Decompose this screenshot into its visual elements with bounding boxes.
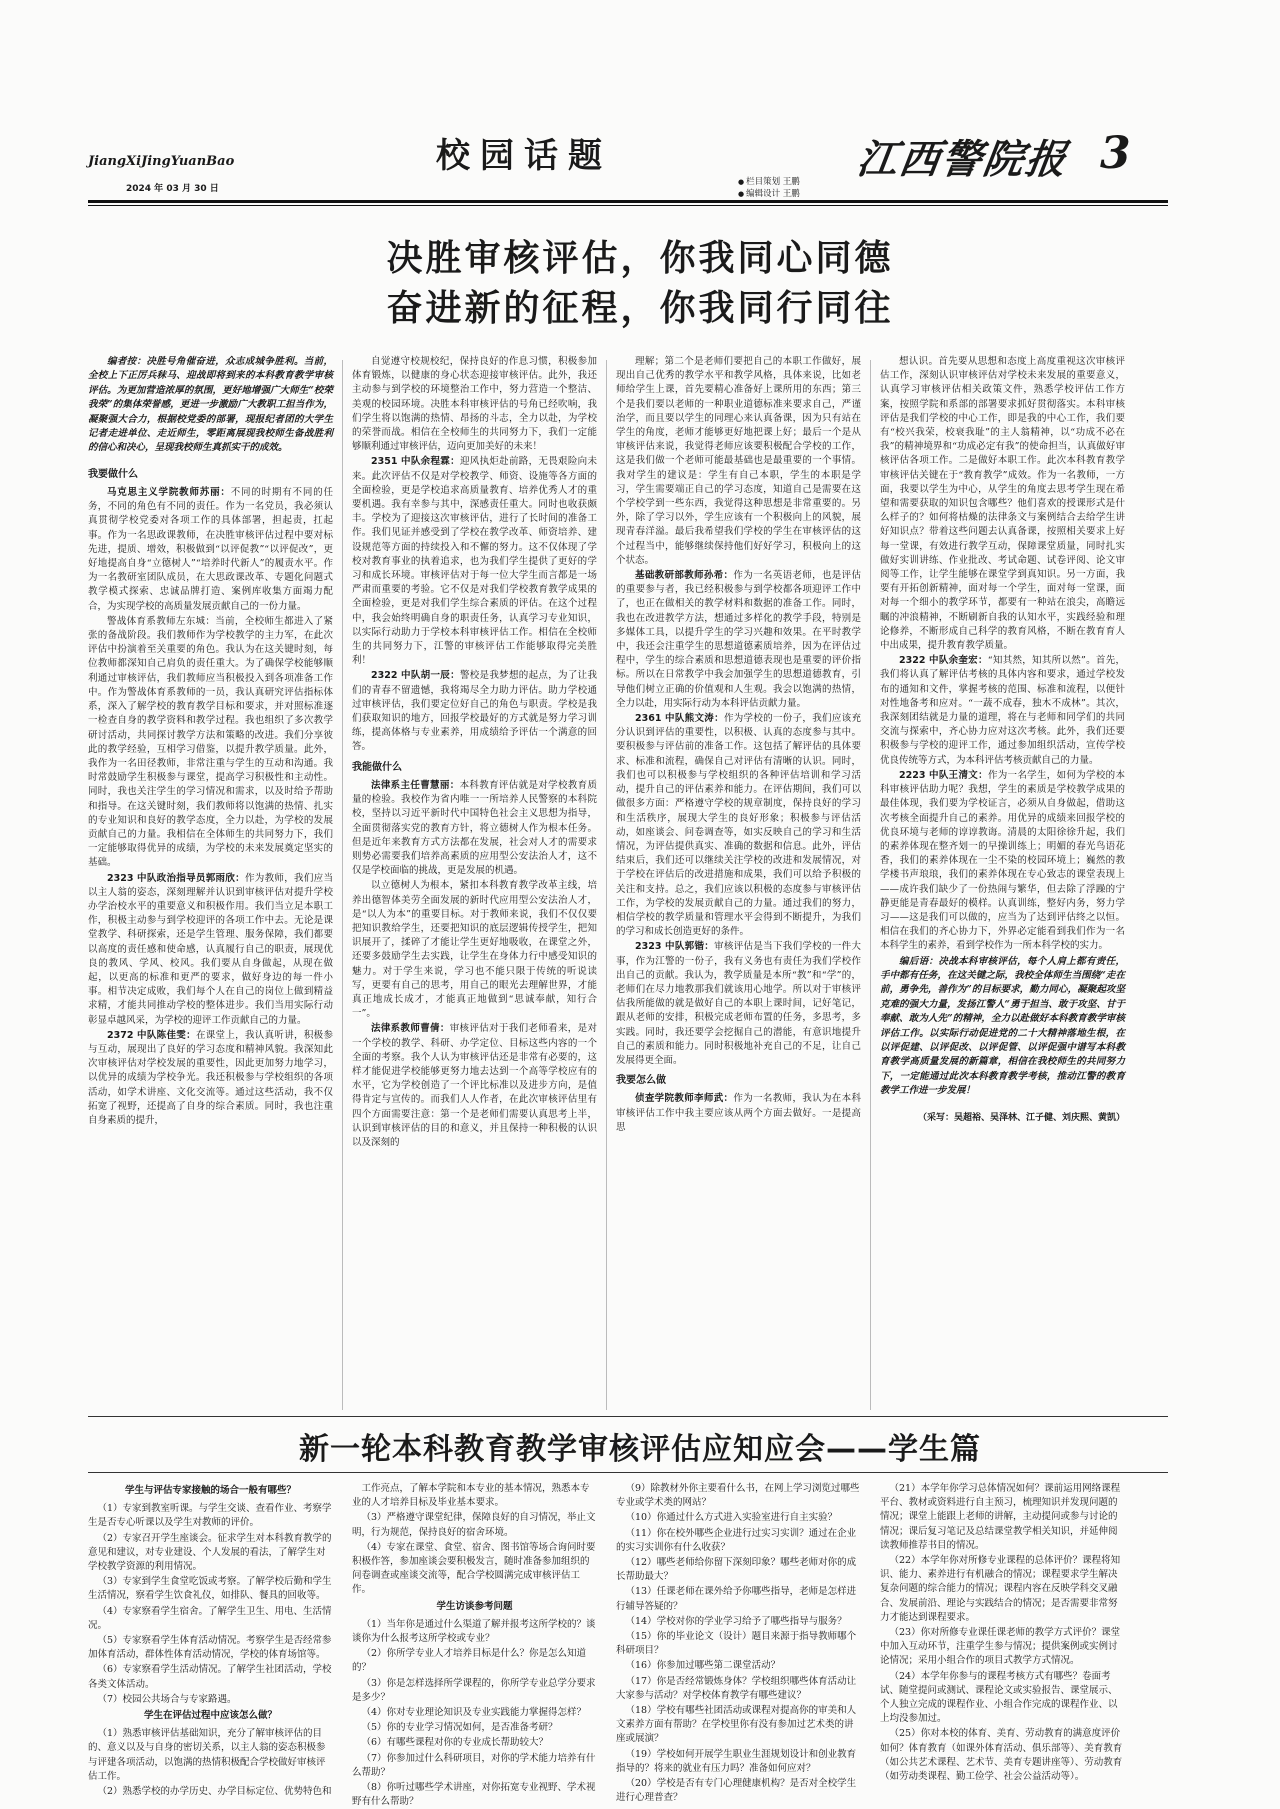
qa-column-2 — [352, 1482, 597, 1808]
masthead — [88, 126, 1168, 206]
article-column-2 — [352, 355, 597, 1410]
qa-item: （7）校园公共场合与专家路遇。 — [97, 1693, 237, 1705]
qa-item: （9）除教材外你主要看什么书，在网上学习浏览过哪些专业或学术类的网站？ — [616, 1483, 860, 1509]
qa-item: （3）专家到学生食堂吃饭或考察。了解学校后勤和学生生活情况，察看学生饮食礼仪，如排队、餐具的回收等。 — [88, 1576, 332, 1602]
qa-item: （2）熟悉学校的办学历史、办学目标定位、优势特色和 — [97, 1786, 332, 1798]
article-paragraph — [88, 486, 333, 614]
paragraph-text: 作为一名学生，如何为学校的本科审核评估助力呢？我想，学生的素质是学校教学成果的最佳体现，我们要为学校证言，必须从自身做起，借助这次考核全面提升自己的素养。用优异的成绩来回报学校的优良环境与老师的谆谆教诲。清晨的太阳徐徐升起，我们的素养体现在整齐划一的早操训练上；明媚的春光鸟语花香，我们的素养体现在一尘不染的校园环境上；巍然的教学楼书声琅琅，我们的素养体现在专心致志的课堂表现上——成许我们缺少了一份热闹与繁华，但去除了浮躁的宁静更能是青春最好的模样。认真训练，整好内务，努力学习——这是我们可以做的，应当为了达到评估终之以恒。相信在我们的齐心协力下，外界必定能看到我们作为一名本科学生的素养，看到学校作为一所本科学校的实力。 — [880, 769, 1125, 952]
column-divider — [606, 360, 607, 1410]
paper-name-pinyin: JiangXiJingYuanBao — [88, 154, 235, 169]
speaker-name: 2322 中队余奎宏： — [899, 655, 988, 667]
paragraph-text: 迎风执炬赴前路，无畏艰险向未来。此次评估不仅是对学校教学、师资、设施等各方面的全面检验，更是学校追求高质量教育、培养优秀人才的重要机遇。我有幸参与其中，深感责任重大。同时也收获颇丰。学校为了迎接这次审核评估，进行了长时间的准备工作。我们见证并感受到了学校在教学改革、师资培养、建设规范等方面的持续投入和不懈的努力。这不仅体现了学校对教育事业的执着追求，也为我们学生提供了更好的学习和成长环境。审核评估对于每一位大学生而言都是一场严肃而重要的考验。它不仅是对我们学校教育教学成果的全面检验，更是对我们学生综合素质的评估。在这个过程中，我会始终明确自身的职责任务，认真学习专业知识，以实际行动助力于学校本科审核评估工作。相信在全校师生的共同努力下，江警的审核评估工作能够取得完美胜利！ — [352, 456, 597, 667]
speaker-name: 法律系教师曹倩： — [371, 1023, 450, 1035]
qa-item: （10）你通过什么方式进入实验室进行自主实验？ — [625, 1512, 838, 1524]
speaker-name: 2323 中队郭锴： — [635, 941, 715, 953]
speaker-name: 基础教研部教师孙希： — [635, 570, 734, 582]
qa-item: （12）哪些老师给你留下深刻印象？哪些老师对你的成长帮助最大？ — [616, 1557, 857, 1583]
qa-item: （22）本学年你对所修专业课程的总体评价？课程将知识、能力、素养进行有机融合的情况；课程要求学生解决复杂问题的综合能力的情况；课程内容在反映学科交叉融合、发展前沿、理论与实践结合的情况；是否需要非常努力才能达到课程要求。 — [880, 1555, 1121, 1623]
qa-column-3 — [616, 1482, 861, 1804]
article-column-3 — [616, 355, 861, 1410]
speaker-name: 2322 中队胡一辰： — [371, 670, 460, 682]
paragraph-text: “知其然，知其所以然”。首先，我们将认真了解评估考核的具体内容和要求，通过学校发布的通知和文件，掌握考核的范围、标准和流程，以便针对性地备考和应对。“一蔬不成春，独木不成林”。其次，我深刻团结就是力量的道理，将在与老师和同学们的共同交流与探索中，齐心协力应对这次考核。此外，我们还要积极参与学校的迎评工作，通过参加组织活动，宣传学校优良传统等方式，为本科评估考核贡献自己的力量。 — [880, 655, 1126, 766]
main-headline — [230, 234, 1050, 334]
qa-item: （15）你的毕业论文（设计）题目来源于指导教师哪个科研项目？ — [616, 1631, 857, 1657]
qa-item: 工作亮点，了解本学院和本专业的基本情况，熟悉本专业的人才培养目标及毕业基本要求。 — [352, 1483, 590, 1509]
issue-date: 2024 年 03 月 30 日 — [126, 184, 219, 194]
paragraph-text: 不同的时期有不同的任务，不同的角色有不同的责任。作为一名党员，我必须认真贯彻学校党委对各项工作的具体部署，担起责，扛起事。作为一名思政课教师，在决胜审核评估过程中要对标先进，提质、增效，积极做到“以评促教”“以评促改”，更好地提高自身“立德树人”“培养时代新人”的履责水平。作为一名教研室团队成员，在大思政课改革、专题化问题式教学模式探索、忠诚品牌打造、案例库收集方面竭力配合，为实现学校的高质量发展贡献自己的一份力量。 — [88, 487, 333, 612]
qa-item: （20）学校是否有专门心理健康机构？是否对全校学生进行心理普查？ — [616, 1778, 857, 1804]
speaker-name: 2361 中队熊文涛： — [635, 713, 724, 725]
editor-note: 编者按：决胜号角催奋进，众志成城争胜利。当前，全校上下正厉兵秣马、迎战即将到来的本科教育教学审核评估。为更加营造浓厚的氛围，更好地增强广大师生“校荣我荣”的集体荣誉感，更进一步激励广大教职工担当作为，凝聚强大合力，根据校党委的部署，现报纪者团的大学生记者走进单位、走近师生，零距离展现我校师生备战胜利的信心和决心，呈现我校师生真抓实干的成效。 — [88, 356, 333, 454]
paragraph-text: 警战体育系教师左东城：当前，全校师生都进入了紧张的备战阶段。我们教师作为学校教学的主力军，在此次评估中扮演着至关重要的角色。我认为在这关键时刻，每位教师都深知自己肩负的责任重大。为了确保学校能够顺利通过审核评估，我们教师应当积极投入到各项准备工作中。作为警战体育系教师的一员，我认真研究评估指标体系，深入了解学校的教育教学目标和要求，并对照标准逐一检查自身的教学资料和教学过程。我也组织了多次教学研讨活动，共同探讨教学方法和策略的改进。我们分享彼此的教学经验，互相学习借鉴，以提升教学质量。此外，我作为一名田径教师，非常注重与学生的互动和沟通。我时常鼓励学生积极参与课堂，提高学习积极性和主动性。同时，我也关注学生的学习情况和需求，以及时给予帮助和指导。在这关键时刻，我们教师将以饱满的热情、扎实的专业知识和良好的教学态度，全力以赴，为学校的发展贡献自己的力量。我相信在全体师生的共同努力下，我们一定能够取得优异的成绩，为学校的未来发展奠定坚实的基础。 — [88, 615, 333, 869]
paragraph-text: 作为一名英语老师，也是评估的重要参与者，我已经积极参与到学校都各项迎评工作中了，也正在做相关的教学材料和数据的准备工作。同时，我也在改进教学方法，想通过多样化的教学手段，特别是多媒体工具，以提升学生的学习兴趣和效果。在平时教学中，我还会注重学生的思想道德素质培养，因为在评估过程中，学生的综合素质和思想道德表现也是重要的评价指标。所以在日常教学中我会加强学生的思想道德教育，引导他们树立正确的价值观和人生观。我会以饱满的热情，全力以赴，用实际行动为本科评估贡献力量。 — [616, 570, 861, 709]
qa-item: （23）你对所修专业课任课老师的教学方式评价？课堂中加入互动环节，注重学生参与情况；提供案例或实例讨论情况；采用小组合作的项目式教学方式情况。 — [880, 1627, 1121, 1667]
qa-item: （17）你是否经常锻炼身体？学校组织哪些体育活动让大家参与活动？对学校体育教学有哪些建议？ — [616, 1675, 857, 1701]
section-heading: 我要怎么做 — [616, 1075, 666, 1087]
masthead-rule — [88, 200, 1168, 203]
article-paragraph — [88, 1029, 333, 1128]
masthead-rule-thin — [88, 205, 1168, 206]
qa-item: （7）你参加过什么科研项目，对你的学术能力培养有什么帮助？ — [352, 1752, 596, 1778]
headline-line-1: 决胜审核评估，你我同心同德 — [386, 238, 894, 279]
paragraph-text: 理解；第二个是老师们要把自己的本职工作做好，展现出自己优秀的教学水平和教学风格，具体来说，比如老师给学生上课，首先要精心准备好上课所用的东西；第三个是我们要以老师的一种职业道德标准来要求自己，严谨治学，而且要以学生的同理心来认真备课，因为只有站在学生的角度，老师才能够更好地把课上好；最后一个是从审核评估来说，我觉得老师应该要积极配合学校的工作，这是我们做一个老师可能最基础也是最重要的一个事情。我对学生的建议是：学生有自己本职，学生的本职是学习，学生需要端正自己的学习态度，知道自己是需要在这个学校学到一些东西，我觉得这种思想是非常重要的。另外，除了学习以外，学生应该有一个积极向上的风貌，展现青春洋溢。最后我希望我们学校的学生在审核评估的这个过程当中，能够继续保持他们好好学习，积极向上的这个状态。 — [616, 356, 861, 566]
qa-item: （4）专家在课堂、食堂、宿舍、图书馆等场合询问时要积极作答，参加座谈会要积极发言，随时准备参加组织的问卷调查或座谈交流等，配合学校圆满完成审核评估工作。 — [352, 1541, 596, 1596]
paragraph-text: 以立德树人为根本，紧扣本科教育教学改革主线，培养出德智体美劳全面发展的新时代应用型公安法治人才，是“以人为本”的重要目标。对于教师来说，我们不仅仅要把知识教给学生，还要把知识的底层逻辑传授学生，把知识展开了，揉碎了才能让学生更好地吸收，在课堂之外，还要多鼓励学生去实践，让学生在身体力行中感受知识的魅力。对于学生来说，学习也不能只限于传统的听说读写，更要有自己的思考，用自己的眼光去理解世界，才能真正地成长成才，才能真正地做到“思诚奉献，知行合一”。 — [352, 880, 597, 1020]
article-paragraph — [352, 1022, 597, 1150]
qa-heading: 学生在评估过程中应该怎么做？ — [143, 1710, 277, 1722]
qa-item: （1）专家到教室听课。与学生交谈、查看作业、考察学生是否专心听课以及学生对教师的评价。 — [88, 1503, 332, 1529]
qa-item: （1）熟悉审核评估基础知识，充分了解审核评估的目的、意义以及与自身的密切关系，以主人翁的姿态积极参与评建各项活动，以饱满的热情积极配合学校做好审核评估工作。 — [88, 1728, 326, 1782]
paragraph-text: 自觉遵守校规校纪，保持良好的作息习惯，积极参加体育锻炼，以健康的身心状态迎接审核评估。此外，我还主动参与到学校的环境整治工作中，努力营造一个整洁、美观的校园环境。决胜本科审核评估的号角已经吹响，我们学生将以饱满的热情、昂扬的斗志，全力以赴，为学校的荣誉而战。相信在全校师生的共同努力下，我们一定能够顺利通过审核评估，迈向更加美好的未来！ — [352, 356, 597, 453]
article-paragraph — [88, 872, 333, 1028]
credit-planning: ● 栏目策划 王鹏 — [738, 176, 800, 188]
section-heading: 我能做什么 — [352, 761, 402, 773]
article-paragraph — [352, 879, 597, 1021]
paragraph-text: 审核评估是当下我们学校的一件大事，作为江警的一份子，我有义务也有责任为我们学校作出自己的贡献。我认为，教学质量是本所“教”和“学”的，老师们在尽力地教那我们就该用心地学。所以对于审核评估我所能做的就是做好自己的本职上课时间，记好笔记，跟从老师的安排，积极完成老师布置的任务，多思考，多实践。同时，我还要学会挖掘自己的潜能，有意识地提升自己的素质和能力。同时积极地补充自己的不足，让自己发展得更全面。 — [616, 941, 861, 1066]
qa-item: （8）你听过哪些学术讲座，对你拓宽专业视野、学术视野有什么帮助？ — [352, 1782, 596, 1808]
paragraph-text: 作为学校的一份子，我们应该充分认识到评估的重要性，以积极、认真的态度参与其中。要积极参与评估前的准备工作。这包括了解评估的具体要求、标准和流程，确保自己对评估有清晰的认识。同时，我们也可以积极参与学校组织的各种评估培训和学习活动，提升自己的评估素养和能力。在评估期间，我们可以做很多方面：严格遵守学校的规章制度，保持良好的学习和生活秩序，展现大学生的良好形象；积极参与评估活动，如座谈会、问卷调查等，如实反映自己的学习和生活情况，为评估提供真实、准确的数据和信息。此外，评估结束后，我们还可以继续关注学校的改进和发展情况，对于学校在评估后的改进措施和成果，我们可以给予积极的关注和支持。总之，我们应该以积极的态度参与审核评估工作，为学校的发展贡献自己的力量。通过我们的努力，相信学校的教学质量和管理水平会得到不断提升，为我们的学习和成长创造更好的条件。 — [616, 713, 861, 938]
speaker-name: 2323 中队政治指导员郭雨欣： — [107, 872, 245, 884]
paragraph-text: 作为一名教师，我认为在本科审核评估工作中我主要应该从两个方面去做好。一是提高思 — [616, 1093, 861, 1133]
speaker-name: 2223 中队王清文： — [899, 769, 988, 781]
qa-item: （14）学校对你的学业学习给予了哪些指导与服务？ — [625, 1615, 847, 1627]
qa-item: （24）本学年你参与的课程考核方式有哪些？卷面考试、随堂提问或测试、课程论文或实验报告、课堂展示、个人独立完成的课程作业、小组合作完成的课程作业、以上均没参加过。 — [880, 1670, 1118, 1725]
headline-line-2: 奋进新的征程，你我同行同往 — [386, 288, 894, 329]
qa-item: （2）你所学专业人才培养目标是什么？你是怎么知道的？ — [352, 1648, 587, 1674]
qa-item: （6）专家察看学生活动情况。了解学生社团活动，学校各类文体活动。 — [88, 1664, 332, 1690]
paragraph-text: 本科教育评估就是对学校教育质量的检验。我校作为省内唯一一所培养人民警察的本科院校，坚持以习近平新时代中国特色社会主义思想为指导，全面贯彻落实党的教育方针，将立德树人作为根本任务。但是近年来教育方式方法都在发展，社会对人才的需要求则势必需要我们培养高素质的应用型公安法治人才，这不仅是学校面临的挑战，更是发展的机遇。 — [352, 779, 597, 877]
qa-heading: 学生访谈参考问题 — [436, 1600, 513, 1612]
qa-item: （16）你参加过哪些第二课堂活动？ — [625, 1660, 781, 1672]
article-paragraph — [352, 669, 597, 754]
qa-item: （5）专家察看学生体育活动情况。考察学生是否经常参加体育活动，群体性体育活动情况，学校的体育场馆等。 — [88, 1635, 332, 1661]
article-paragraph — [880, 769, 1125, 954]
qa-item: （5）你的专业学习情况如何，是否准备考研？ — [361, 1722, 558, 1734]
paragraph-text: 警校是我梦想的起点，为了让我们的青春不留遗憾，我将竭尽全力助力评估。助力学校通过审核评估，我们要定位好自己的角色与职责。学校是我们获取知识的地方，回报学校最好的方式就是努力学习训练，提高体格与专业素养，用成绩给予评估一个满意的回答。 — [352, 670, 597, 753]
qa-item: （19）学校如何开展学生职业生涯规划设计和创业教育指导的？将来的就业有压力吗？准备如何应对？ — [616, 1748, 857, 1774]
editor-credits — [738, 176, 800, 200]
editor-note: 编后语：决战本科审核评估，每个人肩上都有责任，手中都有任务，在这关键之际，我校全体师生当围绕“走在前，勇争先，善作为”的目标要求，勤力同心，凝聚起攻坚克难的强大力量，发扬江警人“勇于担当、敢于攻坚、甘于奉献、敢为人先”的精神，全力以赴做好本科教育教学审核评估工作。以实际行动促进党的二十大精神落地生根，在以评促建、以评促改、以评促管、以评促强中谱写本科教育教学高质量发展的新篇章，相信在我校师生的共同努力下，一定能通过此次本科教育教学考核，推动江警的教育教学工作进一步发展！ — [880, 955, 1125, 1097]
speaker-name: 2372 中队陈佳雯： — [107, 1029, 196, 1041]
section-heading: 我要做什么 — [88, 468, 138, 480]
column-divider — [870, 360, 871, 1410]
article-paragraph — [352, 355, 597, 454]
article-column-4 — [880, 355, 1125, 1410]
qa-item: （3）你是怎样选择所学课程的，你所学专业总学分要求是多少？ — [352, 1677, 596, 1703]
credit-design: ● 编辑设计 王鹏 — [738, 188, 800, 200]
paper-logo: 江西警院报 — [854, 136, 1071, 183]
page-number: 3 — [1100, 128, 1131, 179]
qa-item: （11）你在校外哪些企业进行过实习实训？通过在企业的实习实训你有什么收获？ — [616, 1527, 857, 1553]
article-paragraph — [352, 779, 597, 878]
article-column-1 — [88, 355, 333, 1410]
article-paragraph — [616, 355, 861, 568]
qa-column-1 — [88, 1482, 333, 1798]
second-headline: 新一轮本科教育教学审核评估应知应会——学生篇 — [299, 1432, 981, 1467]
article-paragraph — [616, 569, 861, 711]
speaker-name: 法律系主任曹慧丽： — [371, 779, 460, 791]
speaker-name: 马克思主义学院教师苏丽： — [107, 487, 231, 499]
article-paragraph — [616, 712, 861, 939]
qa-item: （13）任课老师在课外给予你哪些指导，老师是怎样进行辅导答疑的？ — [616, 1586, 857, 1612]
speaker-name: 2351 中队余程霖： — [371, 456, 460, 468]
speaker-name: 侦查学院教师李师武： — [635, 1093, 734, 1105]
article-paragraph — [88, 615, 333, 871]
paragraph-text: 在课堂上，我认真听讲，积极参与互动，展现出了良好的学习态度和精神风貌。我深知此次审核评估对学校发展的重要性，因此更加努力地学习，以优异的成绩为学校争光。我还积极参与学校组织的各项活动，如学术讲座、文化交流等。通过这些活动，我不仅拓宽了视野，还提高了自身的综合素质。同时，我也注重自身素质的提升， — [88, 1029, 333, 1126]
qa-heading: 学生与评估专家接触的场合一般有哪些？ — [124, 1485, 296, 1496]
article-paragraph — [880, 355, 1125, 653]
qa-item: （21）本学年你学习总体情况如何？课前运用网络课程平台、教材或资料进行自主预习，梳理知识并发现问题的情况；课堂上能跟上老师的讲解，主动提问或参与讨论的情况；课后复习笔记及总结课堂教学相关知识，并延伸阅读教师推荐书目的情况。 — [880, 1483, 1121, 1551]
article-paragraph — [616, 1092, 861, 1135]
paragraph-text: 审核评估对于我们老师看来，是对一个学校的教学、科研、办学定位、目标这些内容的一个全面的考察。我个人认为审核评估还是非常有必要的，这样才能促进学校能够更努力地去达到一个高等学校应有的水平，它为学校创造了一个评比标准以及进步方向，是值得肯定与宣传的。而我们人人作者，在此次审核评估里有四个方面需要注意：第一个是老师们需要认真思考上半，认识到审核评估的目的和意义，并且保持一种积极的认识以及深刻的 — [352, 1023, 597, 1148]
section-title: 校园话题 — [436, 136, 612, 176]
section-rule-top — [88, 1416, 1168, 1417]
section-rule-bottom — [88, 1472, 1168, 1473]
qa-item: （25）你对本校的体育、美育、劳动教育的满意度评价如何？体育教育（如课外体育活动、俱乐部等）、美育教育（如公共艺术课程、艺术节、美育专题讲座等）、劳动教育（如劳动类课程、勤工俭学、社会公益活动等）。 — [880, 1728, 1123, 1783]
qa-column-4 — [880, 1482, 1125, 1783]
paragraph-text: 想认识。首先要从思想和态度上高度重视这次审核评估工作，深刻认识审核评估对学校未来发展的重要意义，认真学习审核评估相关政策文件，熟悉学校评估工作方案，按照学院和系部的部署要求抓好贯彻落实。本科审核评估是我们学校的中心工作，即是我的中心工作，我们要有“校兴我荣，校衰我耻”的主人翁精神，以“功成不必在我”的精神境界和“功成必定有我”的使命担当，认真做好审核评估各项工作。二是做好本职工作。此次本科教育教学审核评估关键在于“教育教学”成效。作为一名教师，一方面，我要以学生为中心，从学生的角度去思考学生现在希望和需要获取的知识包含哪些？他们喜欢的授课形式是什么样子的？如何将枯燥的法律条文与案例结合去给学生讲好知识点？带着这些问题去认真备课，按照相关要求上好每一堂课，有效进行教学互动，保障课堂质量，同时扎实做好实训讲练、作业批改、考试命题、试卷评阅、论文审阅等工作，让学生能够在课堂学到真知识。另一方面，我要有开拓创新精神，面对每一个学生，面对每一堂课，面对每一个细小的教学环节，都要有一种站在浪尖，高瞻远瞩的冲浪精神，不断刷新自我的认知水平，实践经验和理论修养，不断形成自己科学的教育风格，不断在教育育人中出成果，提升教育教学质量。 — [880, 356, 1125, 652]
qa-item: （3）严格遵守课堂纪律，保障良好的自习情况，举止文明，行为规范，保持良好的宿舍环境。 — [352, 1512, 596, 1538]
article-paragraph — [616, 940, 861, 1068]
qa-item: （4）你对专业理论知识及专业实践能力掌握得怎样？ — [361, 1707, 587, 1719]
article-paragraph — [352, 455, 597, 668]
paragraph-text: 作为教师，我们应当以主人翁的姿态，深刻理解并认识到审核评估对提升学校办学治校水平的重要意义和积极作用。我们当立足本职工作，积极主动参与到学校迎评的各项工作中去。无论是课堂教学、科研探索，还是学生管理、服务保障，我们都要以高度的责任感和使命感，认真履行自己的职责，展现优良的教风、学风、校风。我们要从自身做起，从现在做起，以更高的标准和更严的要求，做好身边的每一件小事。相节决定成败，我们每个人在自己的岗位上做到精益求精，才能共同推动学校的整体进步。我们当用实际行动彰显卓越风采，为学校的迎评工作贡献自己的力量。 — [88, 872, 333, 1026]
qa-item: （2）专家召开学生座谈会。征求学生对本科教育教学的意见和建议，对专业建设、个人发展的看法，了解学生对学校教学资源的利用情况。 — [88, 1532, 332, 1573]
qa-item: （6）有哪些课程对你的专业成长帮助较大？ — [361, 1737, 549, 1749]
byline: （采写：吴超裕、吴泽林、江子健、刘庆熙、黄凯） — [917, 1112, 1125, 1123]
article-paragraph — [880, 654, 1125, 768]
column-divider — [342, 360, 343, 1410]
qa-item: （1）当年你是通过什么渠道了解并报考这所学校的？谈谈你为什么报考这所学校或专业？ — [352, 1618, 596, 1645]
qa-item: （18）学校有哪些社团活动或课程对提高你的审美和人文素养方面有帮助？在学校里你有没有参加过艺术类的讲座或展演？ — [616, 1705, 857, 1745]
qa-item: （4）专家察看学生宿舍。了解学生卫生、用电、生活情况。 — [88, 1605, 332, 1631]
